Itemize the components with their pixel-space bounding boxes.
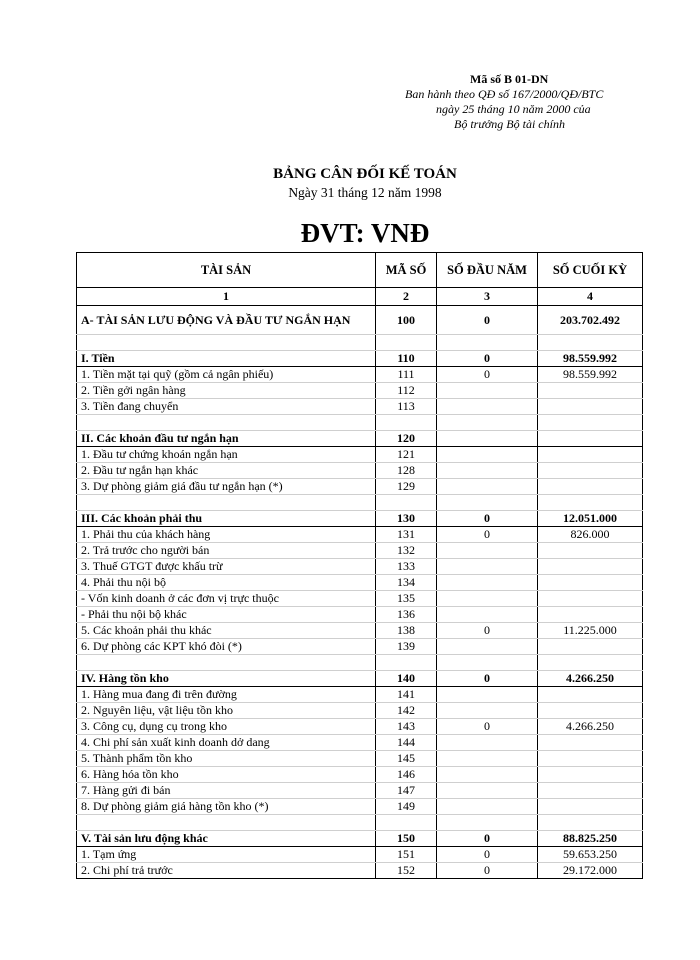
cell-code xyxy=(376,415,437,431)
cell-start-value xyxy=(437,703,538,719)
column-number-row xyxy=(77,288,643,306)
cell-code: 132 xyxy=(376,543,437,559)
cell-end-value xyxy=(538,479,643,495)
cell-label: - Vốn kinh doanh ở các đơn vị trực thuộc xyxy=(77,591,376,607)
spacer-row xyxy=(77,335,643,351)
cell-code: 138 xyxy=(376,623,437,639)
table-row xyxy=(77,767,643,783)
cell-start-value xyxy=(437,783,538,799)
cell-start-value xyxy=(437,543,538,559)
table-row xyxy=(77,559,643,575)
cell-start-value xyxy=(437,415,538,431)
cell-code: 111 xyxy=(376,367,437,383)
cell-start-value: 0 xyxy=(437,351,538,367)
table-row xyxy=(77,783,643,799)
table-row xyxy=(77,306,643,335)
cell-end-value: 4.266.250 xyxy=(538,719,643,735)
header-start-of-year: SỐ ĐẦU NĂM xyxy=(437,253,538,288)
cell-code: 110 xyxy=(376,351,437,367)
cell-code: 141 xyxy=(376,687,437,703)
cell-label: 6. Hàng hóa tồn kho xyxy=(77,767,376,783)
cell-code: 149 xyxy=(376,799,437,815)
cell-start-value xyxy=(437,639,538,655)
cell-end-value: 59.653.250 xyxy=(538,847,643,863)
cell-start-value xyxy=(437,735,538,751)
cell-label: 6. Dự phòng các KPT khó đòi (*) xyxy=(77,639,376,655)
cell-end-value xyxy=(538,655,643,671)
table-row xyxy=(77,735,643,751)
cell-label xyxy=(77,815,376,831)
table-row xyxy=(77,575,643,591)
cell-code: 120 xyxy=(376,431,437,447)
cell-start-value xyxy=(437,335,538,351)
cell-code xyxy=(376,655,437,671)
cell-start-value: 0 xyxy=(437,306,538,335)
cell-label xyxy=(77,655,376,671)
cell-end-value: 29.172.000 xyxy=(538,863,643,879)
cell-start-value xyxy=(437,431,538,447)
cell-label: 1. Hàng mua đang đi trên đường xyxy=(77,687,376,703)
table-body xyxy=(77,306,643,879)
cell-end-value: 203.702.492 xyxy=(538,306,643,335)
cell-code: 139 xyxy=(376,639,437,655)
cell-start-value: 0 xyxy=(437,847,538,863)
table-row xyxy=(77,639,643,655)
table-row xyxy=(77,607,643,623)
cell-code: 142 xyxy=(376,703,437,719)
table-row xyxy=(77,511,643,527)
cell-end-value xyxy=(538,815,643,831)
cell-code: 133 xyxy=(376,559,437,575)
table-row xyxy=(77,719,643,735)
table-row xyxy=(77,431,643,447)
table-row xyxy=(77,367,643,383)
cell-end-value xyxy=(538,559,643,575)
cell-end-value: 826.000 xyxy=(538,527,643,543)
table-row xyxy=(77,687,643,703)
table-row xyxy=(77,447,643,463)
cell-end-value xyxy=(538,543,643,559)
header-end-of-period: SỐ CUỐI KỲ xyxy=(538,253,643,288)
cell-start-value: 0 xyxy=(437,527,538,543)
cell-end-value xyxy=(538,735,643,751)
cell-label: 1. Tiền mặt tại quỹ (gồm cả ngân phiếu) xyxy=(77,367,376,383)
cell-start-value xyxy=(437,495,538,511)
cell-label xyxy=(77,415,376,431)
cell-end-value xyxy=(538,783,643,799)
cell-label: 2. Trả trước cho người bán xyxy=(77,543,376,559)
cell-code: 113 xyxy=(376,399,437,415)
cell-label: 2. Đầu tư ngắn hạn khác xyxy=(77,463,376,479)
cell-start-value xyxy=(437,479,538,495)
cell-end-value xyxy=(538,431,643,447)
cell-code: 134 xyxy=(376,575,437,591)
cell-code: 136 xyxy=(376,607,437,623)
issuance-date: ngày 25 tháng 10 năm 2000 của xyxy=(436,102,591,116)
cell-end-value xyxy=(538,591,643,607)
cell-start-value: 0 xyxy=(437,831,538,847)
spacer-row xyxy=(77,815,643,831)
cell-end-value xyxy=(538,383,643,399)
cell-start-value xyxy=(437,575,538,591)
cell-label: 5. Thành phẩm tồn kho xyxy=(77,751,376,767)
cell-start-value xyxy=(437,767,538,783)
cell-label: 3. Thuế GTGT được khấu trừ xyxy=(77,559,376,575)
cell-code: 150 xyxy=(376,831,437,847)
cell-code: 130 xyxy=(376,511,437,527)
cell-code xyxy=(376,335,437,351)
cell-code: 152 xyxy=(376,863,437,879)
table-row xyxy=(77,463,643,479)
cell-code: 145 xyxy=(376,751,437,767)
document-title: BẢNG CÂN ĐỐI KẾ TOÁN xyxy=(273,166,457,182)
issuance-decision: Ban hành theo QĐ số 167/2000/QĐ/BTC xyxy=(405,87,604,101)
cell-start-value: 0 xyxy=(437,863,538,879)
cell-code: 135 xyxy=(376,591,437,607)
cell-code: 121 xyxy=(376,447,437,463)
cell-start-value xyxy=(437,383,538,399)
cell-start-value xyxy=(437,815,538,831)
column-number: 1 xyxy=(77,288,376,306)
cell-end-value: 88.825.250 xyxy=(538,831,643,847)
cell-code xyxy=(376,815,437,831)
table-row xyxy=(77,383,643,399)
cell-code: 143 xyxy=(376,719,437,735)
cell-start-value xyxy=(437,447,538,463)
column-number: 3 xyxy=(437,288,538,306)
cell-start-value xyxy=(437,399,538,415)
cell-end-value xyxy=(538,639,643,655)
cell-label: 4. Chi phí sản xuất kinh doanh dở dang xyxy=(77,735,376,751)
cell-label: 3. Công cụ, dụng cụ trong kho xyxy=(77,719,376,735)
cell-end-value xyxy=(538,607,643,623)
cell-label: IV. Hàng tồn kho xyxy=(77,671,376,687)
cell-code: 147 xyxy=(376,783,437,799)
cell-label: 8. Dự phòng giảm giá hàng tồn kho (*) xyxy=(77,799,376,815)
header-code: MÃ SỐ xyxy=(376,253,437,288)
cell-start-value xyxy=(437,607,538,623)
cell-code: 144 xyxy=(376,735,437,751)
cell-end-value xyxy=(538,415,643,431)
cell-start-value: 0 xyxy=(437,719,538,735)
cell-end-value xyxy=(538,463,643,479)
table-row xyxy=(77,751,643,767)
cell-start-value xyxy=(437,591,538,607)
cell-label: 2. Tiền gởi ngân hàng xyxy=(77,383,376,399)
table-row xyxy=(77,703,643,719)
cell-code: 100 xyxy=(376,306,437,335)
table-row xyxy=(77,671,643,687)
cell-start-value xyxy=(437,799,538,815)
cell-label: 2. Nguyên liệu, vật liệu tồn kho xyxy=(77,703,376,719)
cell-end-value: 11.225.000 xyxy=(538,623,643,639)
cell-start-value xyxy=(437,655,538,671)
table-row xyxy=(77,399,643,415)
spacer-row xyxy=(77,415,643,431)
cell-start-value: 0 xyxy=(437,367,538,383)
cell-label: 2. Chi phí trả trước xyxy=(77,863,376,879)
cell-end-value xyxy=(538,447,643,463)
cell-code xyxy=(376,495,437,511)
cell-label xyxy=(77,495,376,511)
issuing-authority: Bộ trưởng Bộ tài chính xyxy=(454,117,565,131)
cell-label: 1. Đầu tư chứng khoán ngắn hạn xyxy=(77,447,376,463)
column-number: 2 xyxy=(376,288,437,306)
header-asset: TÀI SẢN xyxy=(77,253,376,288)
cell-label: A- TÀI SẢN LƯU ĐỘNG VÀ ĐẦU TƯ NGẮN HẠN xyxy=(77,306,376,335)
table-row xyxy=(77,351,643,367)
cell-code: 129 xyxy=(376,479,437,495)
cell-label: II. Các khoản đầu tư ngắn hạn xyxy=(77,431,376,447)
cell-end-value xyxy=(538,495,643,511)
cell-end-value xyxy=(538,335,643,351)
cell-code: 140 xyxy=(376,671,437,687)
cell-label: 1. Phải thu của khách hàng xyxy=(77,527,376,543)
cell-start-value xyxy=(437,687,538,703)
cell-label: III. Các khoản phải thu xyxy=(77,511,376,527)
table-row xyxy=(77,831,643,847)
cell-code: 128 xyxy=(376,463,437,479)
cell-start-value xyxy=(437,559,538,575)
cell-start-value: 0 xyxy=(437,623,538,639)
cell-label: 7. Hàng gửi đi bán xyxy=(77,783,376,799)
cell-label: - Phải thu nội bộ khác xyxy=(77,607,376,623)
balance-sheet-table xyxy=(76,252,643,879)
cell-end-value: 98.559.992 xyxy=(538,351,643,367)
cell-end-value xyxy=(538,687,643,703)
table-row xyxy=(77,623,643,639)
cell-end-value: 12.051.000 xyxy=(538,511,643,527)
document-date: Ngày 31 tháng 12 năm 1998 xyxy=(288,185,442,200)
table-row xyxy=(77,591,643,607)
cell-label: V. Tài sản lưu động khác xyxy=(77,831,376,847)
cell-start-value: 0 xyxy=(437,511,538,527)
cell-end-value xyxy=(538,767,643,783)
currency-unit: ĐVT: VNĐ xyxy=(300,218,430,248)
cell-end-value xyxy=(538,751,643,767)
cell-code: 146 xyxy=(376,767,437,783)
table-row xyxy=(77,847,643,863)
form-code: Mã số B 01-DN xyxy=(470,72,549,86)
table-row xyxy=(77,527,643,543)
cell-label: 5. Các khoản phải thu khác xyxy=(77,623,376,639)
cell-end-value xyxy=(538,703,643,719)
cell-end-value xyxy=(538,399,643,415)
cell-start-value xyxy=(437,463,538,479)
cell-label xyxy=(77,335,376,351)
cell-end-value: 4.266.250 xyxy=(538,671,643,687)
spacer-row xyxy=(77,655,643,671)
cell-label: I. Tiền xyxy=(77,351,376,367)
spacer-row xyxy=(77,495,643,511)
table-row xyxy=(77,799,643,815)
cell-end-value: 98.559.992 xyxy=(538,367,643,383)
table-row xyxy=(77,863,643,879)
cell-start-value xyxy=(437,751,538,767)
cell-code: 131 xyxy=(376,527,437,543)
cell-start-value: 0 xyxy=(437,671,538,687)
table-header-row xyxy=(77,253,643,288)
cell-label: 3. Tiền đang chuyển xyxy=(77,399,376,415)
cell-end-value xyxy=(538,575,643,591)
table-row xyxy=(77,543,643,559)
cell-label: 1. Tạm ứng xyxy=(77,847,376,863)
column-number: 4 xyxy=(538,288,643,306)
table-row xyxy=(77,479,643,495)
cell-code: 112 xyxy=(376,383,437,399)
cell-end-value xyxy=(538,799,643,815)
cell-label: 3. Dự phòng giảm giá đầu tư ngắn hạn (*) xyxy=(77,479,376,495)
cell-code: 151 xyxy=(376,847,437,863)
cell-label: 4. Phải thu nội bộ xyxy=(77,575,376,591)
